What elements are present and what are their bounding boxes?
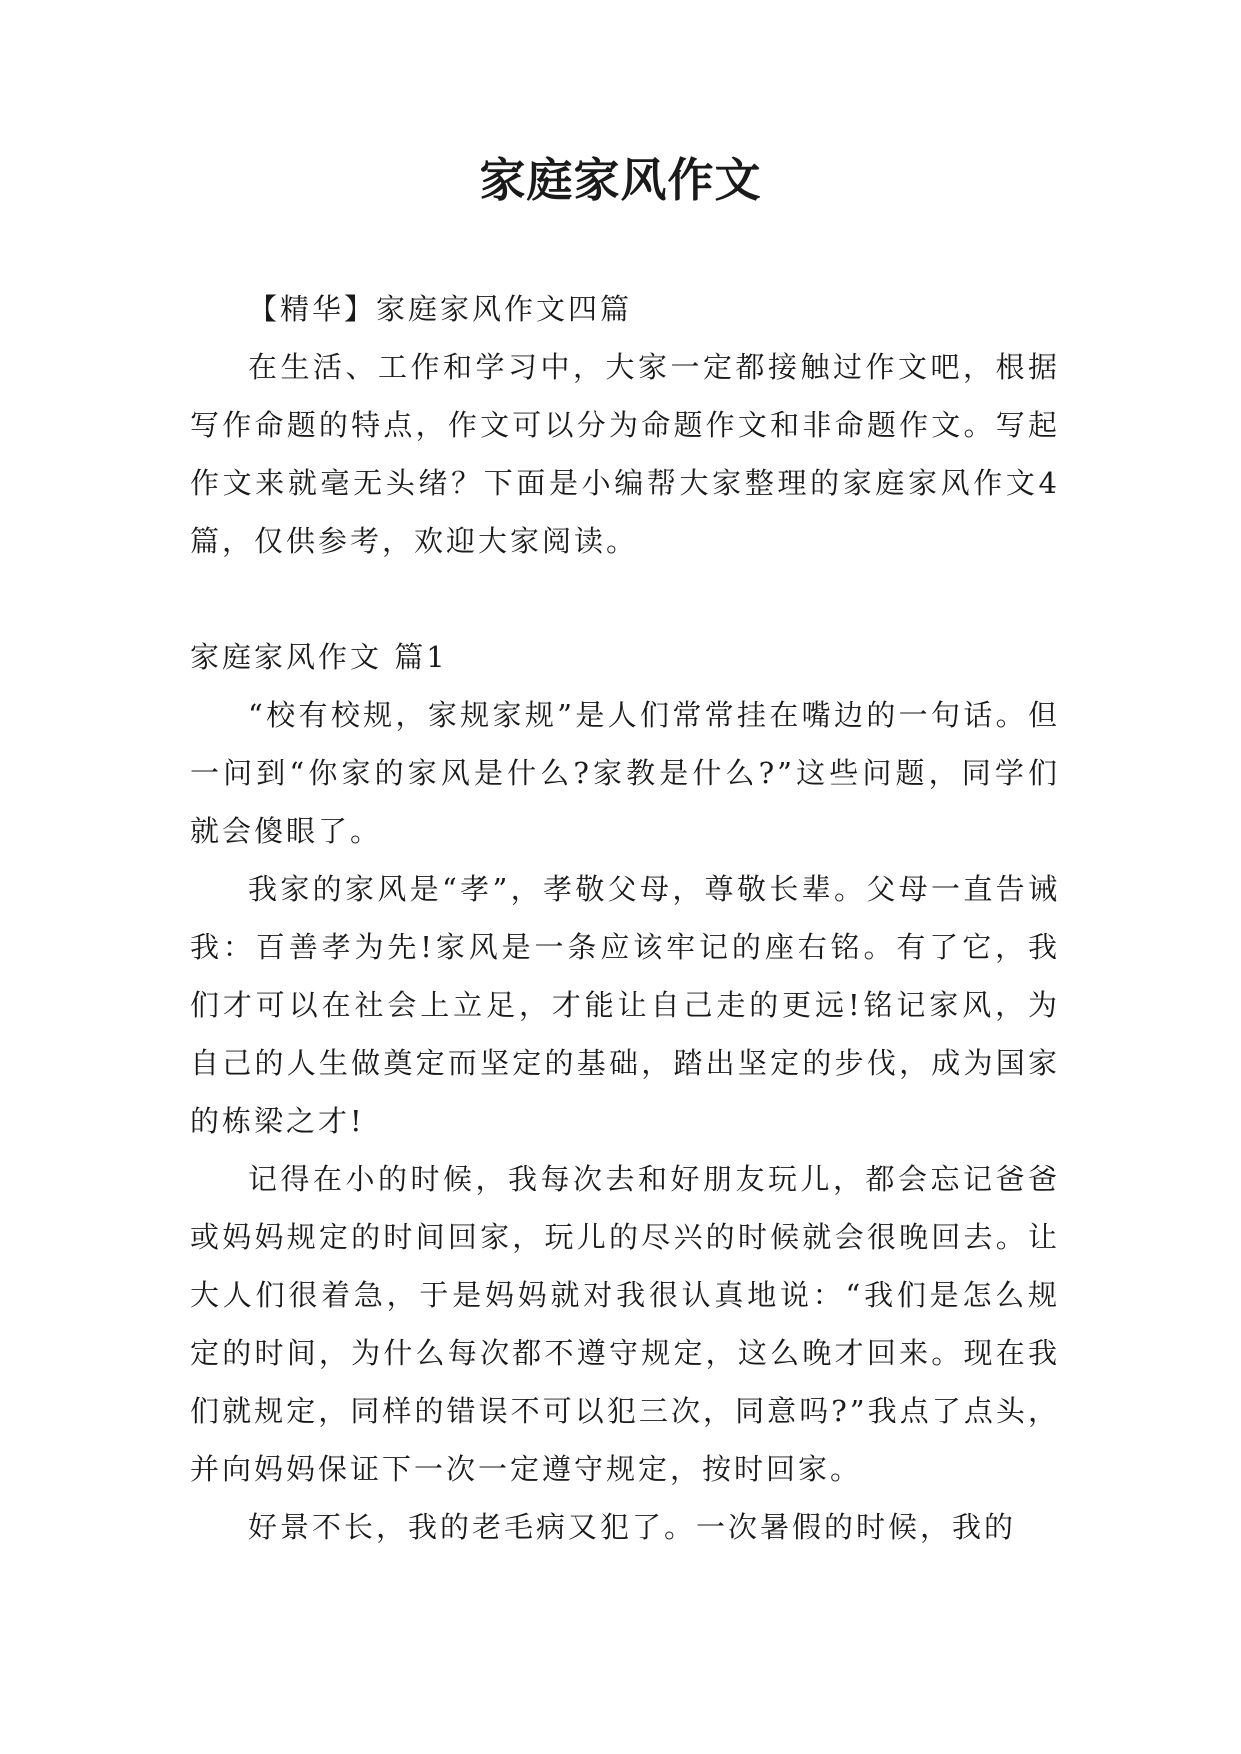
document-body — [190, 280, 1060, 1556]
intro-paragraph: 在生活、工作和学习中，大家一定都接触过作文吧，根据写作命题的特点，作文可以分为命题作文和非命题作文。写起作文来就毫无头绪？下面是小编帮大家整理的家庭家风作文4篇，仅供参考，欢迎大家阅读。 — [190, 350, 1060, 558]
section1-paragraph-4: 好景不长，我的老毛病又犯了。一次暑假的时候，我的 — [248, 1510, 1017, 1544]
document-subtitle: 【精华】家庭家风作文四篇 — [248, 292, 633, 326]
section-heading-1: 家庭家风作文 篇1 — [190, 640, 448, 674]
section1-paragraph-2: 我家的家风是“孝”，孝敬父母，尊敬长辈。父母一直告诫我：百善孝为先!家风是一条应该牢记的座右铭。有了它，我们才可以在社会上立足，才能让自己走的更远!铭记家风，为自己的人生做奠定而坚定的基础，踏出坚定的步伐，成为国家的栋梁之才! — [190, 872, 1060, 1138]
section1-paragraph-1: “校有校规，家规家规”是人们常常挂在嘴边的一句话。但一问到“你家的家风是什么?家教是什么?”这些问题，同学们就会傻眼了。 — [190, 698, 1060, 848]
section1-paragraph-3: 记得在小的时候，我每次去和好朋友玩儿，都会忘记爸爸或妈妈规定的时间回家，玩儿的尽兴的时候就会很晚回去。让大人们很着急，于是妈妈就对我很认真地说：“我们是怎么规定的时间，为什么每次都不遵守规定，这么晚才回来。现在我们就规定，同样的错误不可以犯三次，同意吗?”我点了点头，并向妈妈保证下一次一定遵守规定，按时回家。 — [190, 1162, 1060, 1486]
document-title: 家庭家风作文 — [479, 153, 762, 207]
